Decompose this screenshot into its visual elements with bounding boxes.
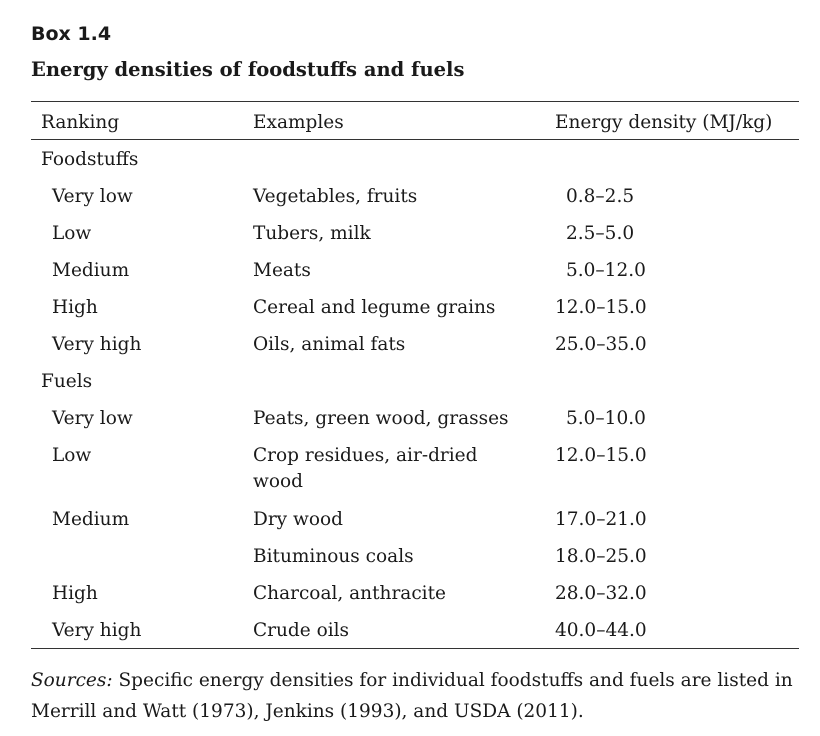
table-bottom-rule (31, 648, 799, 649)
row-value: 12.0–15.0 (555, 445, 647, 466)
row-value: 5.0–12.0 (566, 260, 646, 281)
row-examples: Peats, green wood, grasses (253, 408, 509, 429)
sources-text: Specific energy densities for individual foodstuffs and fuels are listed in Merrill and Watt (1973), Jenkins (1993), and USDA (2011). (31, 670, 793, 722)
row-examples: Crop residues, air-dried (253, 445, 478, 466)
sources-note (31, 665, 806, 727)
sources-label: Sources: (31, 670, 113, 691)
row-value: 2.5–5.0 (566, 223, 635, 244)
row-value: 0.8–2.5 (566, 186, 635, 207)
group-heading-fuels: Fuels (41, 371, 93, 392)
row-examples: Dry wood (253, 509, 343, 530)
table-top-rule (31, 101, 799, 102)
row-value: 12.0–15.0 (555, 297, 647, 318)
row-examples: Bituminous coals (253, 546, 414, 567)
row-examples-continued: wood (253, 471, 303, 492)
table-header-rule (31, 139, 799, 140)
row-value: 40.0–44.0 (555, 620, 647, 641)
row-ranking: Very high (52, 334, 142, 355)
row-ranking: Low (52, 223, 92, 244)
row-ranking: Very low (52, 186, 133, 207)
row-ranking: Low (52, 445, 92, 466)
row-examples: Oils, animal fats (253, 334, 406, 355)
row-value: 25.0–35.0 (555, 334, 647, 355)
row-value: 5.0–10.0 (566, 408, 646, 429)
row-ranking: Very high (52, 620, 142, 641)
row-examples: Meats (253, 260, 311, 281)
row-value: 18.0–25.0 (555, 546, 647, 567)
row-ranking: High (52, 583, 98, 604)
row-ranking: Medium (52, 260, 130, 281)
row-examples: Tubers, milk (253, 223, 371, 244)
row-ranking: Medium (52, 509, 130, 530)
row-value: 28.0–32.0 (555, 583, 647, 604)
row-examples: Charcoal, anthracite (253, 583, 446, 604)
row-examples: Vegetables, fruits (253, 186, 418, 207)
row-examples: Cereal and legume grains (253, 297, 496, 318)
box-label: Box 1.4 (31, 23, 112, 45)
box-title: Energy densities of foodstuffs and fuels (31, 58, 465, 81)
row-ranking: High (52, 297, 98, 318)
row-ranking: Very low (52, 408, 133, 429)
row-value: 17.0–21.0 (555, 509, 647, 530)
column-header-energy-density: Energy density (MJ/kg) (555, 112, 773, 133)
group-heading-foodstuffs: Foodstuffs (41, 149, 139, 170)
column-header-examples: Examples (253, 112, 344, 133)
column-header-ranking: Ranking (41, 112, 120, 133)
row-examples: Crude oils (253, 620, 350, 641)
